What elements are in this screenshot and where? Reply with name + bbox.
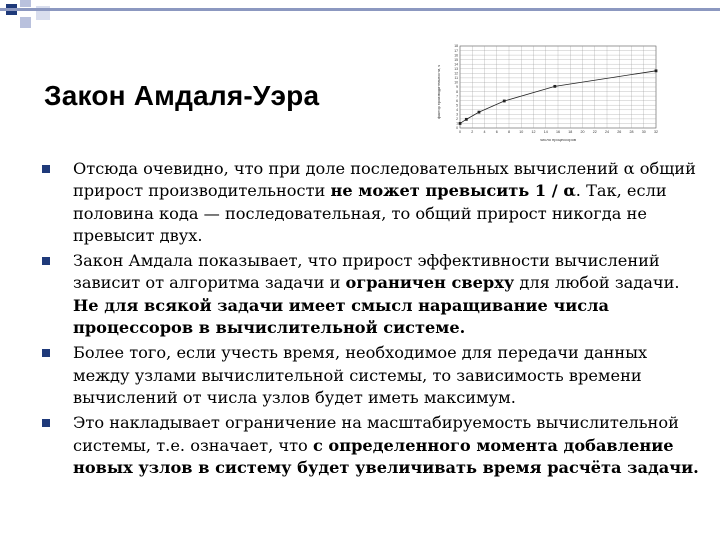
bullet-emphasis: ограничен сверху	[345, 273, 515, 293]
bullet-marker	[42, 257, 50, 265]
bullet-segment: . Так, если половина кода — последовательная, то общий прирост никогда не превысит двух.	[73, 181, 667, 245]
y-tick-label: 15	[454, 57, 458, 62]
y-tick-label: 12	[454, 71, 458, 76]
bullet-text	[73, 413, 699, 477]
amdahl-chart	[434, 42, 662, 142]
y-tick-label: 0	[456, 126, 458, 131]
x-tick-label: 8	[508, 130, 510, 134]
bullet-list	[42, 158, 702, 482]
data-point	[478, 111, 481, 114]
data-point	[459, 122, 462, 125]
bullet-segment: Более того, если учесть время, необходимое для передачи данных между узлами вычислительной системы, то зависимость времени вычислений от числа узлов будет иметь максимум.	[73, 343, 648, 407]
x-tick-label: 2	[471, 130, 474, 134]
x-tick-label: 20	[580, 130, 585, 134]
chart-grid	[460, 46, 656, 128]
x-tick-label: 28	[629, 130, 634, 134]
x-tick-label: 12	[531, 130, 536, 134]
x-tick-label: 30	[641, 130, 646, 134]
y-tick-label: 18	[454, 44, 458, 49]
bullet-text	[73, 251, 680, 337]
y-tick-label: 13	[454, 66, 458, 71]
title-rule	[0, 8, 720, 11]
bullet-marker	[42, 349, 50, 357]
x-tick-label: 4	[483, 130, 486, 134]
slide-title: Закон Амдаля-Уэра	[44, 80, 320, 111]
x-tick-label: 24	[605, 130, 609, 134]
bullet-item	[42, 250, 702, 339]
bullet-segment: для любой задачи.	[514, 273, 680, 293]
y-tick-label: 6	[456, 98, 458, 103]
y-tick-label: 3	[456, 112, 458, 117]
y-tick-label: 17	[454, 48, 458, 53]
y-tick-label: 14	[454, 62, 458, 67]
chart-xlabel: число процессоров	[540, 137, 576, 142]
x-tick-labels	[459, 130, 658, 134]
bullet-emphasis: Не для всякой задачи имеет смысл наращивание числа процессоров в вычислительной системе.	[73, 295, 609, 338]
y-tick-label: 10	[454, 80, 458, 85]
y-tick-label: 4	[456, 107, 458, 112]
bullet-item	[42, 158, 702, 247]
y-tick-labels	[454, 44, 458, 130]
bullet-emphasis: не может превысить 1 / α	[330, 181, 576, 201]
data-point	[553, 85, 556, 88]
bullet-segment: Это накладывает ограничение на масштабируемость вычислительной системы, т.е. означает, что	[73, 413, 679, 455]
data-point	[503, 100, 506, 103]
deco-square	[20, 0, 31, 7]
bullet-item	[42, 412, 702, 479]
x-tick-label: 26	[617, 130, 622, 134]
bullet-marker	[42, 165, 50, 173]
bullet-text	[73, 159, 696, 245]
bullet-text	[73, 343, 647, 407]
chart-ylabel: фактор производительности, s	[437, 64, 441, 120]
decorative-squares	[0, 0, 60, 40]
x-tick-label: 18	[568, 130, 573, 134]
y-tick-label: 1	[456, 121, 458, 126]
bullet-item	[42, 342, 702, 409]
x-tick-label: 22	[592, 130, 597, 134]
y-tick-label: 11	[454, 76, 458, 81]
deco-square	[20, 17, 31, 28]
x-tick-label: 10	[519, 130, 524, 134]
x-tick-label: 32	[654, 130, 658, 134]
y-tick-label: 16	[454, 53, 458, 58]
y-tick-label: 2	[456, 117, 458, 122]
bullet-segment: Отсюда очевидно, что при доле последовательных вычислений α общий прирост производительности	[73, 159, 696, 201]
x-tick-label: 6	[495, 130, 498, 134]
y-tick-label: 9	[456, 85, 458, 90]
data-point	[655, 69, 658, 72]
y-tick-label: 8	[456, 89, 458, 94]
x-tick-label: 14	[543, 130, 548, 134]
bullet-marker	[42, 419, 50, 427]
y-tick-label: 7	[456, 94, 458, 99]
bullet-emphasis: с определенного момента добавление новых узлов в систему будет увеличивать время расчёта задачи.	[73, 435, 699, 477]
x-tick-label: 0	[459, 130, 461, 134]
x-tick-label: 16	[556, 130, 560, 134]
y-tick-label: 5	[456, 103, 458, 108]
data-point	[465, 118, 468, 121]
bullet-segment: Закон Амдала показывает, что прирост эффективности вычислений зависит от алгоритма задачи и	[73, 251, 660, 293]
